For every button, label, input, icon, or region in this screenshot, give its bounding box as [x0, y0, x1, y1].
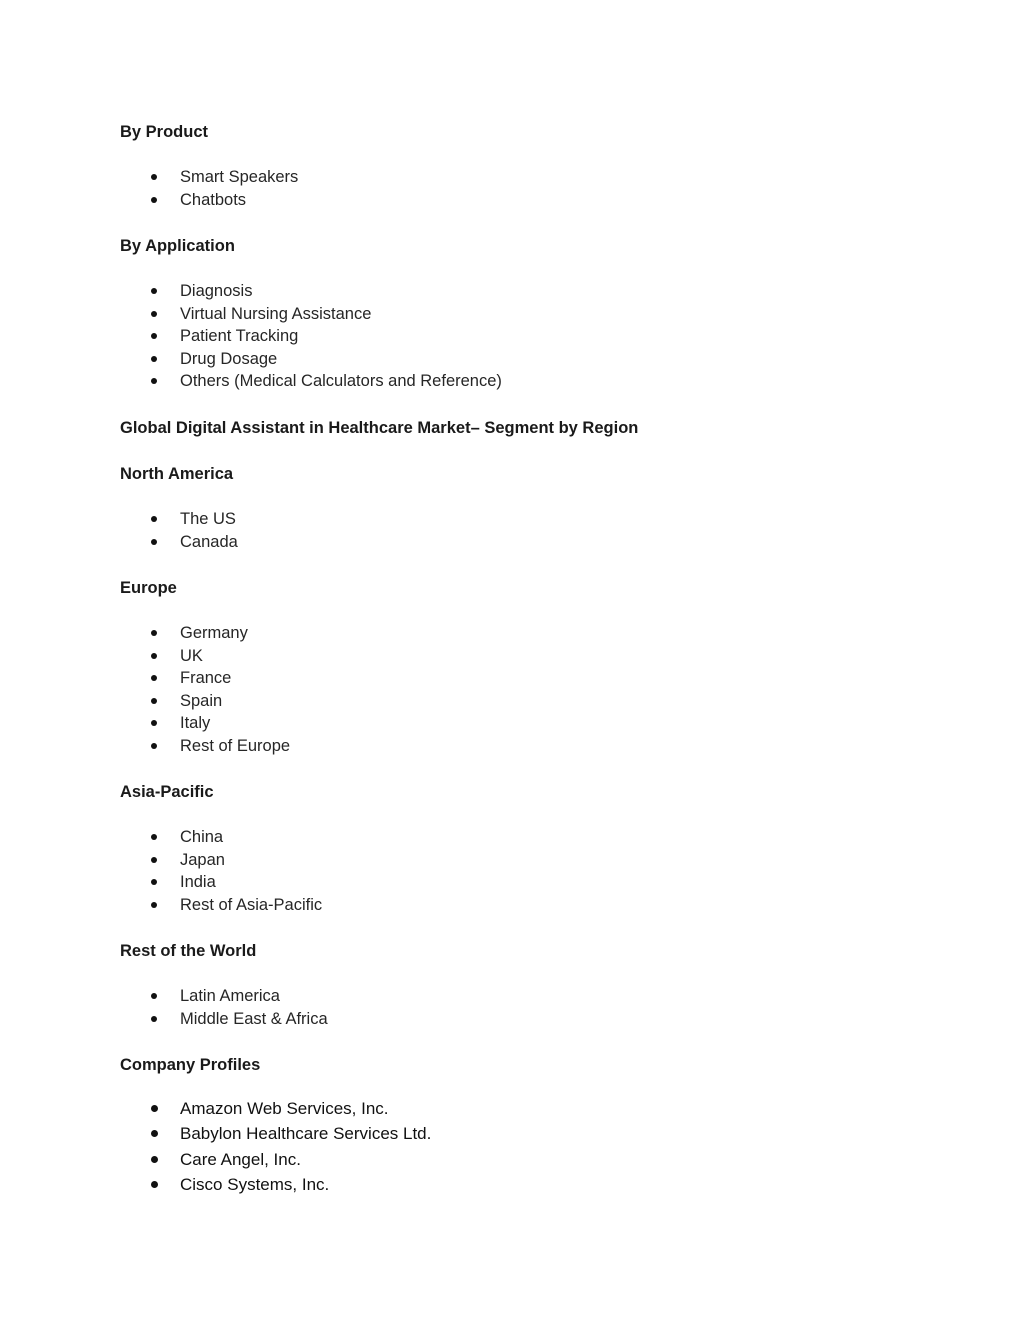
bullet-icon	[151, 720, 157, 726]
bullet-icon	[151, 834, 157, 840]
bullet-icon	[151, 516, 157, 522]
bullet-icon	[151, 197, 157, 203]
bullet-icon	[151, 539, 157, 545]
bullet-icon	[151, 743, 157, 749]
heading-by-application: By Application	[120, 237, 235, 255]
bullet-icon	[151, 356, 157, 362]
bullet-icon	[151, 1156, 158, 1163]
bullet-icon	[151, 333, 157, 339]
heading-company-profiles: Company Profiles	[120, 1056, 261, 1074]
bullet-icon	[151, 698, 157, 704]
heading-north-america: North America	[120, 465, 234, 483]
heading-europe: Europe	[120, 579, 177, 597]
bullet-icon	[151, 1130, 158, 1137]
bullet-icon	[151, 993, 157, 999]
heading-by-product: By Product	[120, 123, 209, 141]
bullet-icon	[151, 857, 157, 863]
bullet-icon	[151, 902, 157, 908]
bullet-icon	[151, 288, 157, 294]
bullet-icon	[151, 311, 157, 317]
heading-rest-of-world: Rest of the World	[120, 942, 257, 960]
bullet-icon	[151, 630, 157, 636]
heading-asia-pacific: Asia-Pacific	[120, 783, 214, 801]
bullet-icon	[151, 174, 157, 180]
bullet-icon	[151, 1016, 157, 1022]
bullet-icon	[151, 653, 157, 659]
bullet-icon	[151, 1181, 158, 1188]
heading-segment-by-region: Global Digital Assistant in Healthcare Market– Segment by Region	[120, 419, 639, 437]
bullet-icon	[151, 378, 157, 384]
bullet-icon	[151, 675, 157, 681]
bullet-icon	[151, 879, 157, 885]
bullet-icon	[151, 1105, 158, 1112]
document-page: By Product Smart Speakers Chatbots By Application Diagnosis Virtual Nursing Assistance Patient Tracking Drug Dosage Others (Medical Calculators and Reference) Global Digital Assistant in Healthcare Market– Segment by Region North America The US Canada Europe Germany UK France Spain Italy Rest of Europe Asia-Pacific China Japan India Rest of Asia-Pacific Rest of the World Latin America Middle East & Africa Company Profiles Amazon Web Services, Inc. Babylon Healthcare Services Ltd. Care Angel, Inc. Cisco Systems, Inc.	[120, 123, 639, 1194]
